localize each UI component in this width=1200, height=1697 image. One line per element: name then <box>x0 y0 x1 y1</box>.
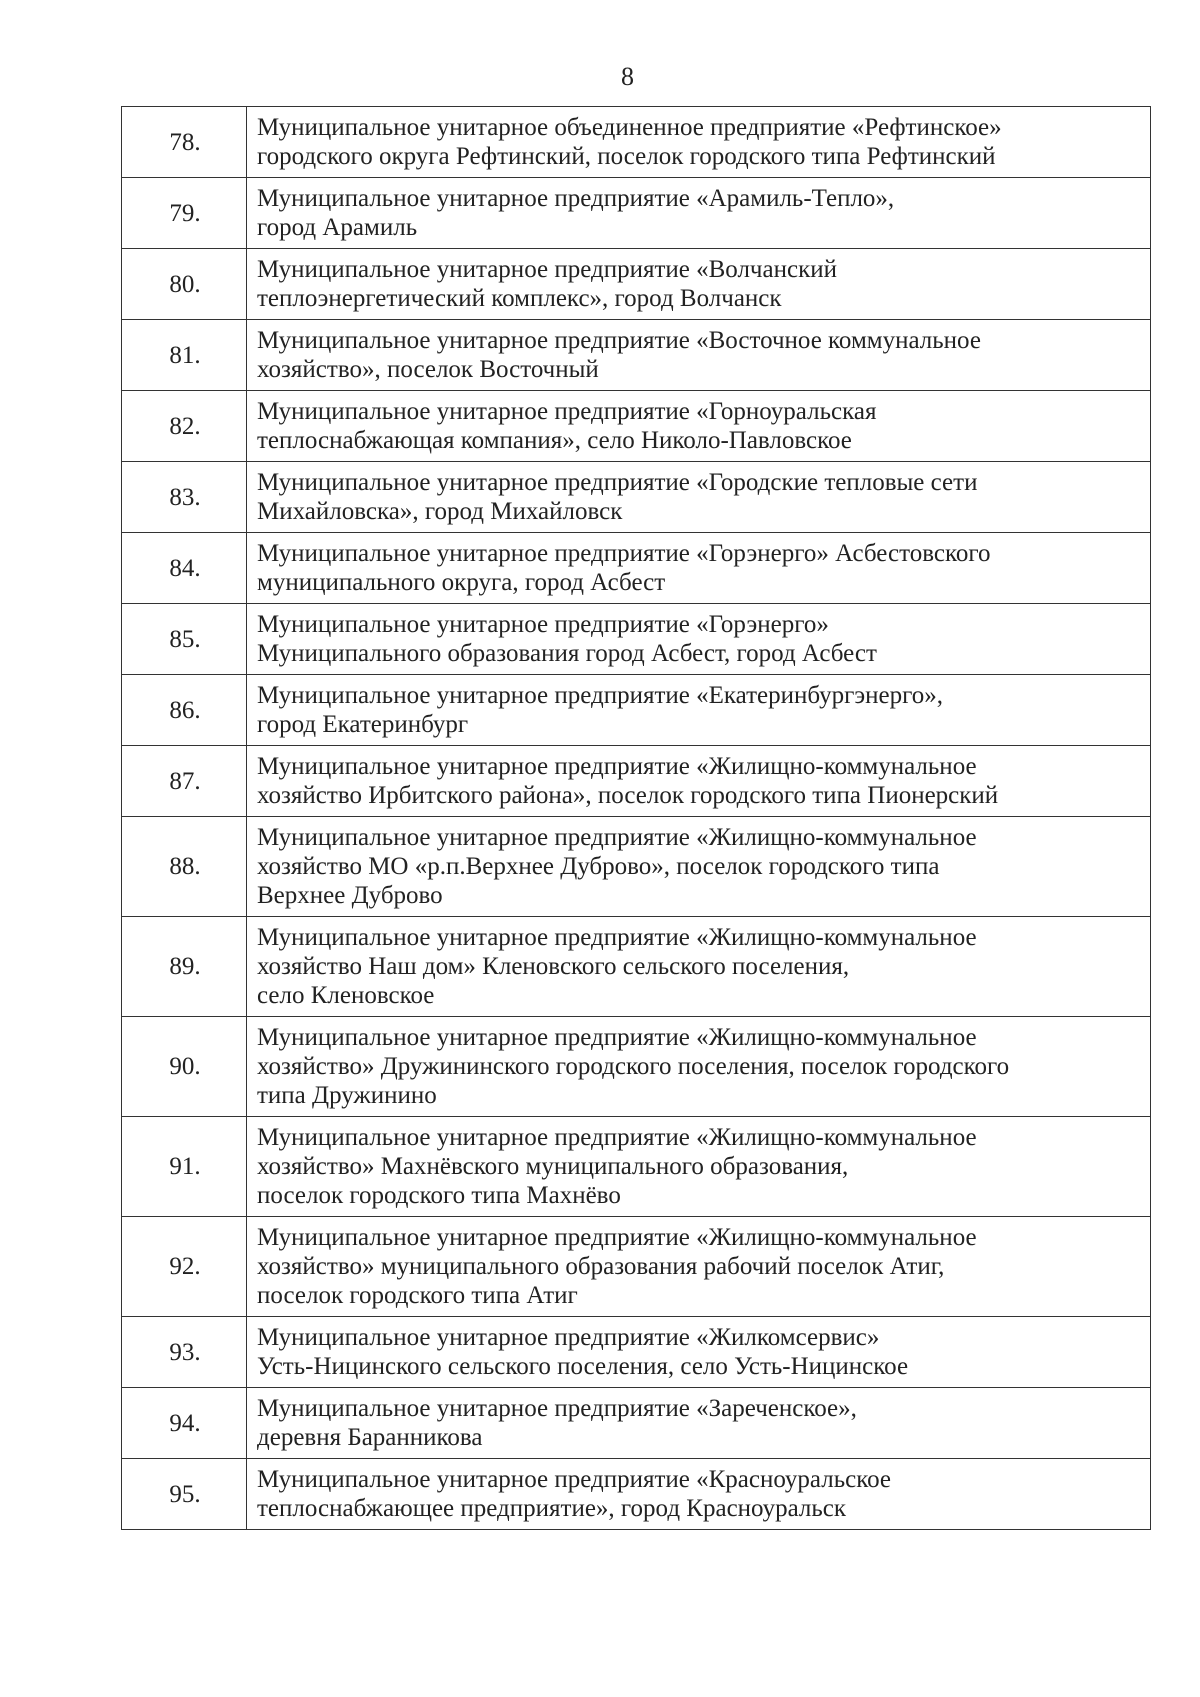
description-line: хозяйство Наш дом» Кленовского сельского поселения, <box>257 953 850 980</box>
description-line: Верхнее Дуброво <box>257 882 443 909</box>
enterprise-description <box>247 533 1151 604</box>
description-line: хозяйство» муниципального образования рабочий поселок Атиг, <box>257 1253 945 1280</box>
enterprise-description <box>247 604 1151 675</box>
table-row <box>122 1217 1151 1317</box>
row-number: 84. <box>122 533 247 604</box>
row-number: 93. <box>122 1317 247 1388</box>
enterprise-description <box>247 249 1151 320</box>
row-number: 89. <box>122 917 247 1017</box>
description-line: город Арамиль <box>257 214 418 241</box>
row-number: 80. <box>122 249 247 320</box>
description-line: теплоэнергетический комплекс», город Волчанск <box>257 285 782 312</box>
table-row <box>122 1317 1151 1388</box>
description-line: Муниципальное унитарное предприятие «Горэнерго» <box>257 611 829 638</box>
table-row <box>122 746 1151 817</box>
description-line: город Екатеринбург <box>257 711 469 738</box>
table-row <box>122 320 1151 391</box>
table-row <box>122 604 1151 675</box>
enterprise-description <box>247 1388 1151 1459</box>
description-line: Муниципальное унитарное предприятие «Жилищно-коммунальное <box>257 1224 977 1251</box>
enterprise-description <box>247 1459 1151 1530</box>
description-line: Муниципальное унитарное предприятие «Жилищно-коммунальное <box>257 1024 977 1051</box>
description-line: городского округа Рефтинский, поселок городского типа Рефтинский <box>257 143 996 170</box>
enterprise-description <box>247 1217 1151 1317</box>
row-number: 92. <box>122 1217 247 1317</box>
enterprise-description <box>247 462 1151 533</box>
enterprise-description <box>247 917 1151 1017</box>
enterprise-description <box>247 178 1151 249</box>
table-row <box>122 107 1151 178</box>
enterprise-description <box>247 1117 1151 1217</box>
enterprise-description <box>247 1017 1151 1117</box>
table-row <box>122 391 1151 462</box>
description-line: хозяйство Ирбитского района», поселок городского типа Пионерский <box>257 782 999 809</box>
row-number: 78. <box>122 107 247 178</box>
row-number: 95. <box>122 1459 247 1530</box>
table-row <box>122 817 1151 917</box>
table-row <box>122 1117 1151 1217</box>
enterprise-description <box>247 817 1151 917</box>
page-number: 8 <box>621 62 634 91</box>
row-number: 88. <box>122 817 247 917</box>
row-number: 85. <box>122 604 247 675</box>
table-row <box>122 533 1151 604</box>
description-line: Муниципальное унитарное предприятие «Зареченское», <box>257 1395 857 1422</box>
description-line: муниципального округа, город Асбест <box>257 569 666 596</box>
description-line: Муниципальное унитарное предприятие «Горэнерго» Асбестовского <box>257 540 991 567</box>
description-line: Муниципальное унитарное предприятие «Екатеринбургэнерго», <box>257 682 943 709</box>
enterprise-description <box>247 107 1151 178</box>
description-line: теплоснабжающая компания», село Николо-Павловское <box>257 427 852 454</box>
row-number: 90. <box>122 1017 247 1117</box>
enterprise-description <box>247 391 1151 462</box>
description-line: Муниципальное унитарное предприятие «Красноуральское <box>257 1466 891 1493</box>
description-line: Михайловска», город Михайловск <box>257 498 623 525</box>
enterprise-table-body <box>122 107 1151 1530</box>
table-row <box>122 249 1151 320</box>
table-row <box>122 1388 1151 1459</box>
row-number: 83. <box>122 462 247 533</box>
table-row <box>122 1017 1151 1117</box>
row-number: 81. <box>122 320 247 391</box>
table-row <box>122 675 1151 746</box>
description-line: хозяйство МО «р.п.Верхнее Дуброво», поселок городского типа <box>257 853 940 880</box>
description-line: Муниципальное унитарное объединенное предприятие «Рефтинское» <box>257 114 1002 141</box>
enterprise-description <box>247 1317 1151 1388</box>
description-line: поселок городского типа Махнёво <box>257 1182 621 1209</box>
description-line: Муниципальное унитарное предприятие «Восточное коммунальное <box>257 327 981 354</box>
description-line: Муниципальное унитарное предприятие «Жилищно-коммунальное <box>257 824 977 851</box>
description-line: село Кленовское <box>257 982 435 1009</box>
description-line: типа Дружинино <box>257 1082 437 1109</box>
enterprise-table <box>121 106 1151 1530</box>
description-line: Муниципальное унитарное предприятие «Волчанский <box>257 256 837 283</box>
description-line: Муниципальное унитарное предприятие «Жилищно-коммунальное <box>257 924 977 951</box>
enterprise-description <box>247 675 1151 746</box>
table-row <box>122 462 1151 533</box>
enterprise-description <box>247 746 1151 817</box>
description-line: Муниципальное унитарное предприятие «Жилкомсервис» <box>257 1324 880 1351</box>
enterprise-description <box>247 320 1151 391</box>
description-line: Муниципального образования город Асбест, город Асбест <box>257 640 877 667</box>
description-line: Муниципальное унитарное предприятие «Жилищно-коммунальное <box>257 753 977 780</box>
row-number: 86. <box>122 675 247 746</box>
description-line: Муниципальное унитарное предприятие «Жилищно-коммунальное <box>257 1124 977 1151</box>
table-row <box>122 917 1151 1017</box>
table-row <box>122 1459 1151 1530</box>
row-number: 91. <box>122 1117 247 1217</box>
row-number: 87. <box>122 746 247 817</box>
description-line: поселок городского типа Атиг <box>257 1282 578 1309</box>
description-line: теплоснабжающее предприятие», город Красноуральск <box>257 1495 847 1522</box>
description-line: деревня Баранникова <box>257 1424 483 1451</box>
description-line: хозяйство» Махнёвского муниципального образования, <box>257 1153 849 1180</box>
description-line: Усть-Ницинского сельского поселения, село Усть-Ницинское <box>257 1353 909 1380</box>
description-line: Муниципальное унитарное предприятие «Горноуральская <box>257 398 877 425</box>
description-line: Муниципальное унитарное предприятие «Арамиль-Тепло», <box>257 185 895 212</box>
row-number: 79. <box>122 178 247 249</box>
description-line: хозяйство», поселок Восточный <box>257 356 599 383</box>
description-line: Муниципальное унитарное предприятие «Городские тепловые сети <box>257 469 978 496</box>
table-row <box>122 178 1151 249</box>
description-line: хозяйство» Дружининского городского поселения, поселок городского <box>257 1053 1010 1080</box>
row-number: 94. <box>122 1388 247 1459</box>
row-number: 82. <box>122 391 247 462</box>
